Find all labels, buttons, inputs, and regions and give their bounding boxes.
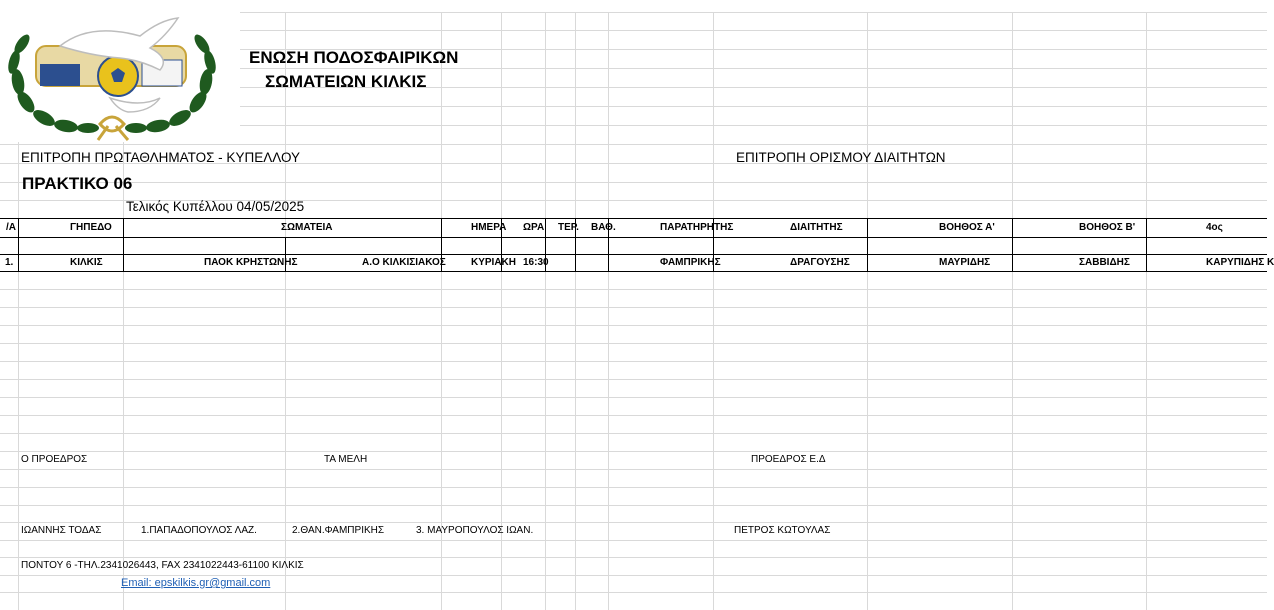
members-label: ΤΑ ΜΕΛΗ <box>324 454 368 465</box>
logo <box>0 12 240 142</box>
ed-president-label: ΠΡΟΕΔΡΟΣ Ε.Δ <box>751 454 826 465</box>
event-line: Τελικός Κυπέλλου 04/05/2025 <box>126 199 305 214</box>
ed-president-name: ΠΕΤΡΟΣ ΚΩΤΟΥΛΑΣ <box>734 525 831 536</box>
address-line: ΠΟΝΤΟΥ 6 -ΤΗΛ.2341026443, FAX 2341022443-61100 ΚΙΛΚΙΣ <box>21 560 304 571</box>
org-title-line2: ΣΩΜΑΤΕΙΩΝ ΚΙΛΚΙΣ <box>265 72 427 91</box>
wreath-dove-ball-emblem <box>0 12 240 142</box>
record-title: ΠΡΑΚΤΙΚΟ 06 <box>22 174 133 193</box>
member-3: 3. ΜΑΥΡΟΠΟΥΛΟΣ ΙΩΑΝ. <box>416 525 534 536</box>
president-name: ΙΩΑΝΝΗΣ ΤΟΔΑΣ <box>21 525 102 536</box>
email-link[interactable]: Email: epskilkis.gr@gmail.com <box>121 577 271 589</box>
president-label: Ο ΠΡΟΕΔΡΟΣ <box>21 454 88 465</box>
referee-committee-label: ΕΠΙΤΡΟΠΗ ΟΡΙΣΜΟΥ ΔΙΑΙΤΗΤΩΝ <box>736 150 946 165</box>
org-title-line1: ΕΝΩΣΗ ΠΟΔΟΣΦΑΙΡΙΚΩΝ <box>249 48 459 67</box>
championship-committee-label: ΕΠΙΤΡΟΠΗ ΠΡΩΤΑΘΛΗΜΑΤΟΣ - ΚΥΠΕΛΛΟΥ <box>21 150 301 165</box>
member-2: 2.ΘΑΝ.ΦΑΜΠΡΙΚΗΣ <box>292 525 385 536</box>
member-1: 1.ΠΑΠΑΔΟΠΟΥΛΟΣ ΛΑΖ. <box>141 525 257 536</box>
